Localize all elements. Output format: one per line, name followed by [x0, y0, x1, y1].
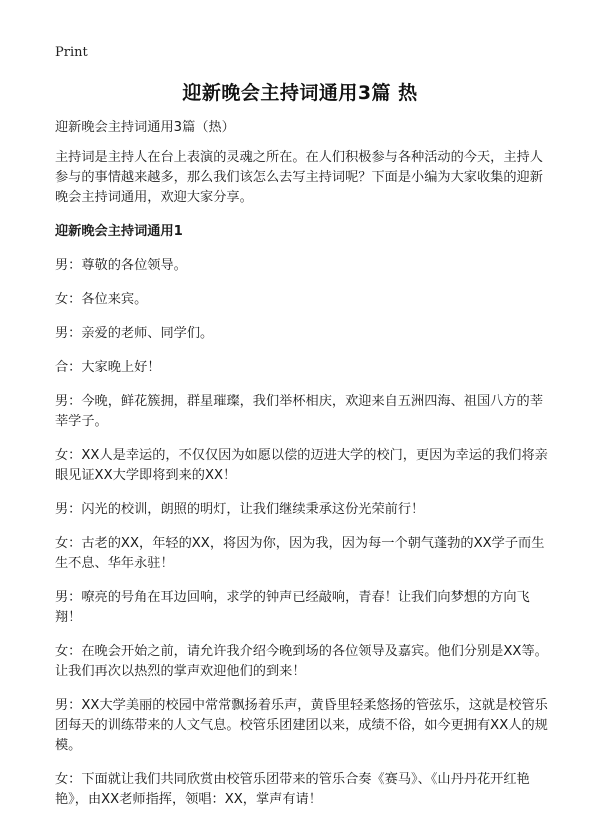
script-line: 女：下面就让我们共同欣赏由校管乐团带来的管乐合奏《赛马》、《山丹丹花开红艳艳》，由XX老师指挥，领唱：XX，掌声有请！	[55, 772, 530, 807]
script-line: 女：在晚会开始之前，请允许我介绍今晚到场的各位领导及嘉宾。他们分别是XX等。让我们再次以热烈的掌声欢迎他们的到来！	[55, 644, 548, 679]
script-line: 男：嘹亮的号角在耳边回响，求学的钟声已经敲响，青春！让我们向梦想的方向飞翔！	[55, 590, 530, 625]
section-heading: 迎新晚会主持词通用1	[55, 224, 183, 239]
script-line: 男：XX大学美丽的校园中常常飘扬着乐声，黄昏里轻柔悠扬的管弦乐，这就是校管乐团每天的训练带来的人文气息。校管乐团建团以来，成绩不俗，如今更拥有XX人的规模。	[55, 698, 548, 753]
script-line: 女：古老的XX，年轻的XX，将因为你，因为我，因为每一个朝气蓬勃的XX学子而生生不息、华年永驻！	[55, 536, 545, 571]
document-body	[55, 118, 550, 824]
script-line: 合：大家晚上好！	[55, 360, 161, 375]
document-subtitle: 迎新晚会主持词通用3篇（热）	[55, 120, 235, 135]
script-line: 男：今晚，鲜花簇拥，群星璀璨，我们举杯相庆，欢迎来自五洲四海、祖国八方的莘莘学子。	[55, 394, 543, 429]
script-line: 男：尊敬的各位领导。	[55, 258, 187, 273]
script-line: 男：闪光的校训，朗照的明灯，让我们继续秉承这份光荣前行！	[55, 502, 425, 517]
script-line: 女：各位来宾。	[55, 292, 148, 307]
script-line: 女：XX人是幸运的，不仅仅因为如愿以偿的迈进大学的校门，更因为幸运的我们将亲眼见证XX大学即将到来的XX！	[55, 448, 548, 483]
print-label[interactable]: Print	[55, 45, 88, 60]
intro-paragraph: 主持词是主持人在台上表演的灵魂之所在。在人们积极参与各种活动的今天，主持人参与的事情越来越多，那么我们该怎么去写主持词呢？下面是小编为大家收集的迎新晚会主持词通用，欢迎大家分享。	[55, 150, 543, 205]
script-line: 男：亲爱的老师、同学们。	[55, 326, 214, 341]
document-title: 迎新晚会主持词通用3篇 热	[182, 82, 418, 104]
